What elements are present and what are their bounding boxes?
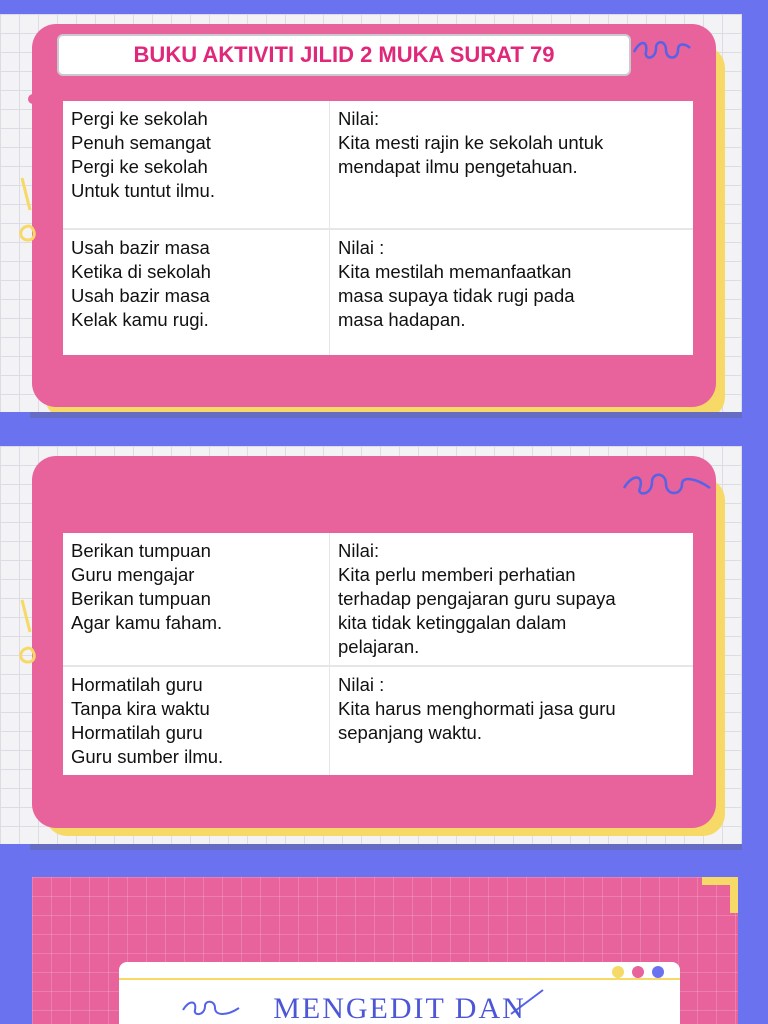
slide-3: [32, 877, 738, 1024]
table-row: [63, 533, 693, 666]
title-box: [57, 34, 631, 76]
window-dot-icon: [632, 966, 644, 978]
slide-2: [0, 446, 742, 844]
squiggle-icon: [632, 38, 692, 62]
slide-shadow: [30, 844, 742, 850]
table-row: [63, 229, 693, 355]
window-dot-icon: [612, 966, 624, 978]
window-bar: [119, 962, 680, 980]
pantun-cell: Pergi ke sekolah Penuh semangat Pergi ke sekolah Untuk tuntut ilmu.: [63, 101, 330, 229]
slide-1: [0, 14, 742, 412]
pantun-table: [63, 533, 693, 775]
nilai-cell: Nilai : Kita harus menghormati jasa guru sepanjang waktu.: [330, 666, 694, 775]
table-row: [63, 666, 693, 775]
window-frame: [119, 962, 680, 1024]
pantun-table: [63, 101, 693, 355]
nilai-cell: Nilai : Kita mestilah memanfaatkan masa supaya tidak rugi pada masa hadapan.: [330, 229, 694, 355]
slide-shadow: [30, 412, 742, 418]
corner-decoration: [702, 877, 738, 913]
table-row: [63, 101, 693, 229]
nilai-cell: Nilai: Kita mesti rajin ke sekolah untuk mendapat ilmu pengetahuan.: [338, 108, 604, 177]
window-dot-icon: [652, 966, 664, 978]
pantun-cell: Hormatilah guru Tanpa kira waktu Hormatilah guru Guru sumber ilmu.: [63, 666, 330, 775]
squiggle-icon: [622, 470, 712, 498]
section-title: MENGEDIT DAN: [273, 992, 526, 1024]
yellow-spark-icon: [16, 596, 38, 668]
pantun-cell: Usah bazir masa Ketika di sekolah Usah bazir masa Kelak kamu rugi.: [63, 229, 330, 355]
yellow-spark-icon: [16, 174, 38, 246]
pantun-cell: Berikan tumpuan Guru mengajar Berikan tumpuan Agar kamu faham.: [63, 533, 330, 666]
page-title: BUKU AKTIVITI JILID 2 MUKA SURAT 79: [133, 42, 555, 67]
nilai-cell: Nilai: Kita perlu memberi perhatian terhadap pengajaran guru supaya kita tidak ketinggalan dalam pelajaran.: [338, 540, 616, 657]
dot-decoration: [28, 94, 38, 104]
